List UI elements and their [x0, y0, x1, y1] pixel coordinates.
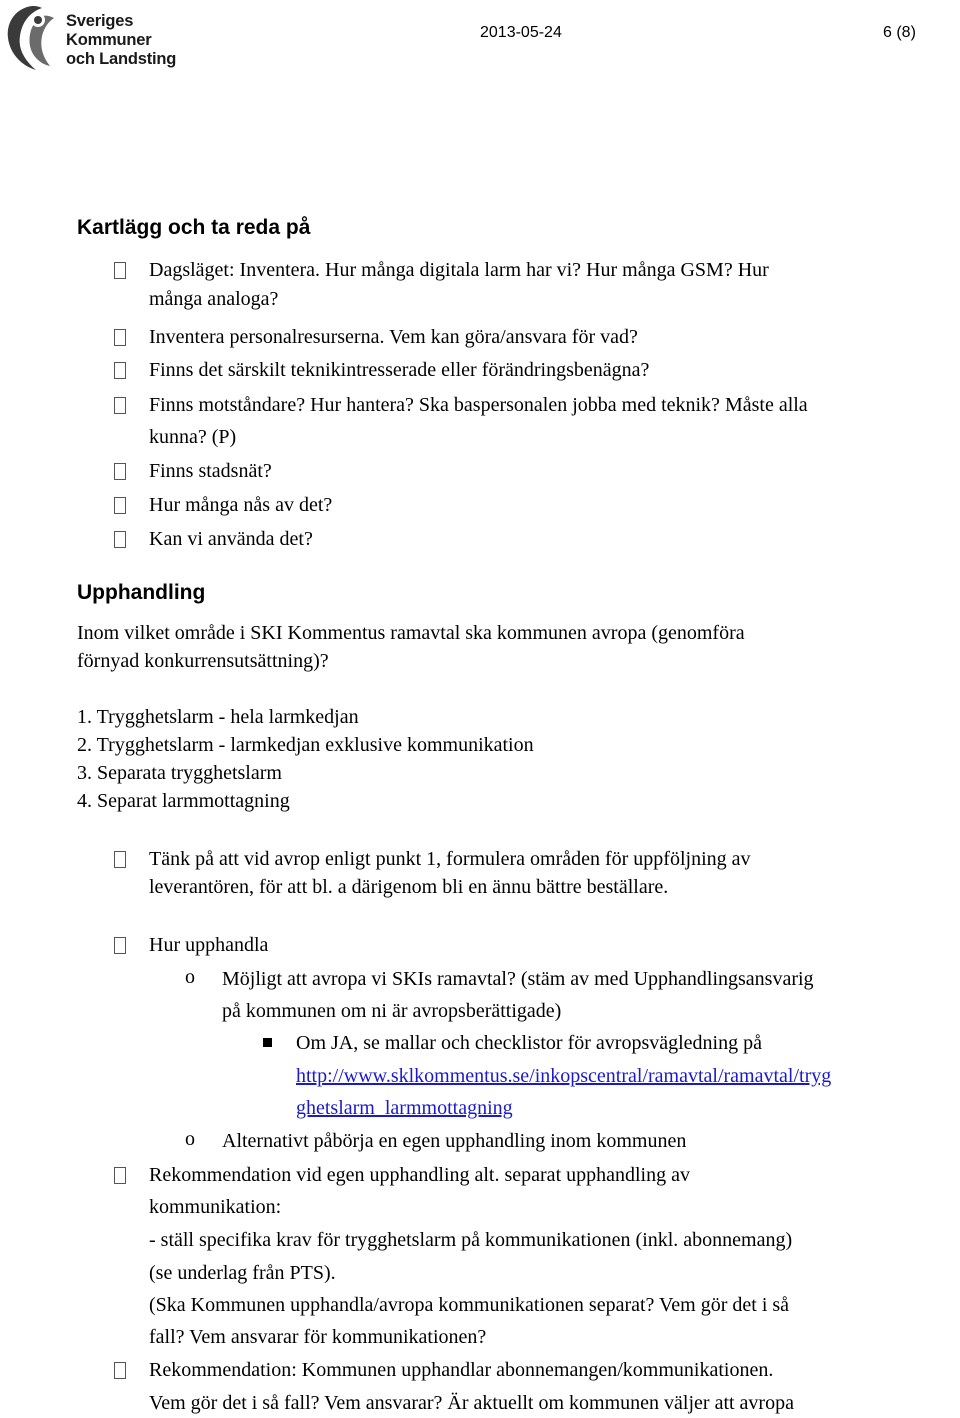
bullet-text-cont: Vem gör det i så fall? Vem ansvarar? Är aktuellt om kommunen väljer att avropa: [149, 1392, 794, 1414]
bullet-text: Rekommendation: Kommunen upphandlar abonnemangen/kommunikationen.: [149, 1359, 774, 1381]
square-bullet-icon: [263, 1038, 272, 1047]
numbered-item: 1. Trygghetslarm - hela larmkedjan: [77, 706, 359, 728]
bullet-text-cont: - ställ specifika krav för trygghetslarm på kommunikationen (inkl. abonnemang): [149, 1229, 793, 1251]
sub-bullet-text: Möjligt att avropa vi SKIs ramavtal? (stäm av med Upphandlingsansvarig: [222, 968, 814, 990]
bullet-text: Hur många nås av det?: [149, 494, 333, 516]
sub-bullet-marker: o: [185, 1128, 195, 1150]
bullet-text-cont: många analoga?: [149, 288, 279, 310]
bullet-text-cont: (Ska Kommunen upphandla/avropa kommunikationen separat? Vem gör det i så: [149, 1294, 790, 1316]
section-heading-upphandling: Upphandling: [77, 581, 206, 604]
checkbox-bullet-icon: [114, 1362, 126, 1379]
logo-wordmark: [66, 12, 176, 69]
bullet-text: Finns det särskilt teknikintresserade eller förändringsbenägna?: [149, 359, 650, 381]
bullet-text-cont: leverantören, för att bl. a därigenom bli en ännu bättre beställare.: [149, 876, 669, 898]
checkbox-bullet-icon: [114, 397, 126, 414]
bullet-text-cont: fall? Vem ansvarar för kommunikationen?: [149, 1326, 487, 1348]
link-line-2[interactable]: [296, 1096, 513, 1120]
checkbox-bullet-icon: [114, 329, 126, 346]
bullet-text: Finns stadsnät?: [149, 460, 272, 482]
logo-line-2: Kommuner: [66, 31, 152, 49]
bullet-text-cont: kommunikation:: [149, 1196, 282, 1218]
checkbox-bullet-icon: [114, 531, 126, 548]
checkbox-bullet-icon: [114, 937, 126, 954]
link-line-1[interactable]: [296, 1064, 831, 1088]
bullet-text: Tänk på att vid avrop enligt punkt 1, formulera områden för uppföljning av: [149, 848, 751, 870]
header-date: 2013-05-24: [480, 24, 562, 41]
subsub-bullet-text: Om JA, se mallar och checklistor för avropsvägledning på: [296, 1032, 762, 1054]
checkbox-bullet-icon: [114, 497, 126, 514]
bullet-text: Inventera personalresurserna. Vem kan göra/ansvara för vad?: [149, 326, 638, 348]
avrop-link-cont[interactable]: ghetslarm_larmmottagning: [296, 1097, 513, 1119]
sub-bullet-text-cont: på kommunen om ni är avropsberättigade): [222, 1000, 562, 1022]
numbered-item: 3. Separata trygghetslarm: [77, 762, 282, 784]
numbered-item: 2. Trygghetslarm - larmkedjan exklusive kommunikation: [77, 734, 534, 756]
bullet-text: Hur upphandla: [149, 934, 269, 956]
checkbox-bullet-icon: [114, 1167, 126, 1184]
numbered-item: 4. Separat larmmottagning: [77, 790, 290, 812]
section-heading-kartlagg: Kartlägg och ta reda på: [77, 216, 311, 239]
avrop-link[interactable]: http://www.sklkommentus.se/inkopscentral/ramavtal/ramavtal/tryg: [296, 1065, 832, 1087]
skl-logo: [2, 2, 202, 74]
sub-bullet-text: Alternativt påbörja en egen upphandling inom kommunen: [222, 1130, 687, 1152]
bullet-text-cont: kunna? (P): [149, 426, 237, 448]
intro-text-cont: förnyad konkurrensutsättning)?: [77, 650, 329, 672]
logo-line-3: och Landsting: [66, 50, 177, 68]
logo-line-1: Sveriges: [66, 12, 134, 30]
checkbox-bullet-icon: [114, 851, 126, 868]
header-page-number: 6 (8): [883, 24, 916, 41]
sub-bullet-marker: o: [185, 966, 195, 988]
bullet-text: Rekommendation vid egen upphandling alt. separat upphandling av: [149, 1164, 690, 1186]
bullet-text: Finns motståndare? Hur hantera? Ska baspersonalen jobba med teknik? Måste alla: [149, 394, 808, 416]
intro-text: Inom vilket område i SKI Kommentus ramavtal ska kommunen avropa (genomföra: [77, 622, 745, 644]
bullet-text: Dagsläget: Inventera. Hur många digitala larm har vi? Hur många GSM? Hur: [149, 259, 769, 281]
checkbox-bullet-icon: [114, 262, 126, 279]
bullet-text-cont: (se underlag från PTS).: [149, 1262, 336, 1284]
bullet-text: Kan vi använda det?: [149, 528, 313, 550]
checkbox-bullet-icon: [114, 463, 126, 480]
skl-logo-mark-icon: [2, 2, 62, 74]
checkbox-bullet-icon: [114, 362, 126, 379]
